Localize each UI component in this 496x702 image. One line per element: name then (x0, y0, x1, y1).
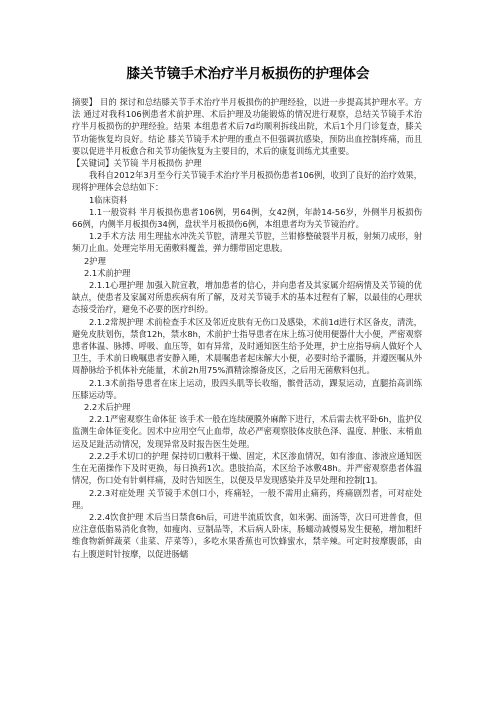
subsection-heading: 2.2术后护理 (84, 402, 131, 413)
abstract-paragraph: 摘要】 目的 探讨和总结膝关节手术治疗半月板损伤的护理经验，以进一步提高其护理水平。方法 通过对我科106例患者术前护理、术后护理及功能锻炼的情况进行观察，总结关节镜手术治疗半月板损伤的护理经验。结果 本组患者术后7d均顺利拆线出院，术后1个月门诊复查，膝关节功能恢复均良好。结论 膝关节镜手术护理的重点不但强调抗感染，预防出血控制疼痛，而且要以促进半月板愈合和关节功能恢复为主要目的，术后的康复训练尤其重要。 (72, 97, 422, 156)
subsection-heading: 2.1术前护理 (84, 267, 131, 278)
body-paragraph: 2.2.2手术切口的护理 保持切口敷料干燥、固定，术区渗血情况，如有渗血、渗液应通知医生在无菌操作下及时更换，每日换药1次。患肢抬高，术区给予冰敷48h。并严密观察患者体温情况，伤口处有针刺样痛，及时告知医生，以便及早发现感染并及早处理和控制[1]。 (72, 450, 422, 486)
document-body (72, 96, 422, 560)
body-paragraph: 2.2.4饮食护理 术后当日禁食6h后，可进半流质饮食，如米粥、面汤等，次日可进普食，但应注意低脂易消化食物，如瘦肉、豆制品等，术后病人卧床，肠蠕动减慢易发生便秘，增加粗纤维食物新鲜蔬菜（韭菜、芹菜等），多吃水果香蕉也可饮蜂蜜水，禁辛辣。可定时按摩腹部，由右上腹逆时针按摩，以促进肠蠕 (72, 511, 422, 559)
keywords-paragraph: 【关键词】关节镜 半月板损伤 护理 (72, 158, 202, 169)
page-title: 膝关节镜手术治疗半月板损伤的护理体会 (126, 66, 370, 82)
body-paragraph: 2.1.3术前指导患者在床上运动，股四头肌等长收缩，髌骨活动，踝泵运动，直腿抬高训练压膝运动等。 (72, 377, 422, 400)
body-paragraph: 1.1一般资料 半月板损伤患者106例，男64例，女42例，年龄14-56岁，外侧半月板损伤66例，内侧半月板损伤34例，盘状半月板损伤6例，本组患者均为关节镜治疗。 (72, 206, 422, 230)
body-paragraph: 2.1.1心理护理 加强入院宣教，增加患者的信心，并向患者及其家属介绍病情及关节镜的优缺点，使患者及家属对所患疾病有所了解，及对关节镜手术的基本过程有了解，以最佳的心理状态接受治疗，避免不必要的医疗纠纷。 (72, 280, 422, 315)
intro-paragraph: 我科自2012年3月至今行关节镜手术治疗半月板损伤患者106例，收到了良好的治疗效果，现将护理体会总结如下： (72, 170, 422, 193)
body-paragraph: 2.1.2常规护理 术前检查手术区及邻近皮肤有无伤口及感染，术前1d进行术区备皮，清洗，避免皮肤划伤，禁食12h，禁水8h，术前护士指导患者在床上练习使用便器什大小便，严密观察患者体温、脉搏、呼吸、血压等，如有异常，及时通知医生给予处理，护士应指导病人做好个人卫生，手术前日晚嘱患者安静入睡，术晨嘱患者起床解大小便，必要时给予灌肠，并遵医嘱从外周静脉给予机体补充能量，术前2h用75%酒精涂擦备皮区，之后用无菌敷料包扎。 (72, 316, 422, 376)
body-paragraph: 1.2手术方法 用生理盐水冲洗关节腔，清理关节腔，兰钳修整破裂半月板，射频刀成形，射频刀止血。处理完毕用无菌敷料覆盖，弹力绷带固定患肢。 (72, 231, 422, 254)
body-paragraph: 2.2.1严密观察生命体征 该手术一般在连续硬膜外麻醉下进行，术后需去枕平卧6h，监护仪监测生命体征变化。因术中应用空气止血带，故必严密观察肢体皮肤色泽、温度、肿胀、末梢血运及足趾活动情况，发现异常及时报告医生处理。 (72, 414, 422, 449)
section-heading: 1临床资料 (89, 194, 128, 205)
section-heading: 2护理 (84, 255, 106, 266)
body-paragraph: 2.2.3对症处理 关节镜手术创口小，疼痛轻，一般不需用止痛药，疼痛剧烈者，可对症处理。 (72, 487, 422, 510)
